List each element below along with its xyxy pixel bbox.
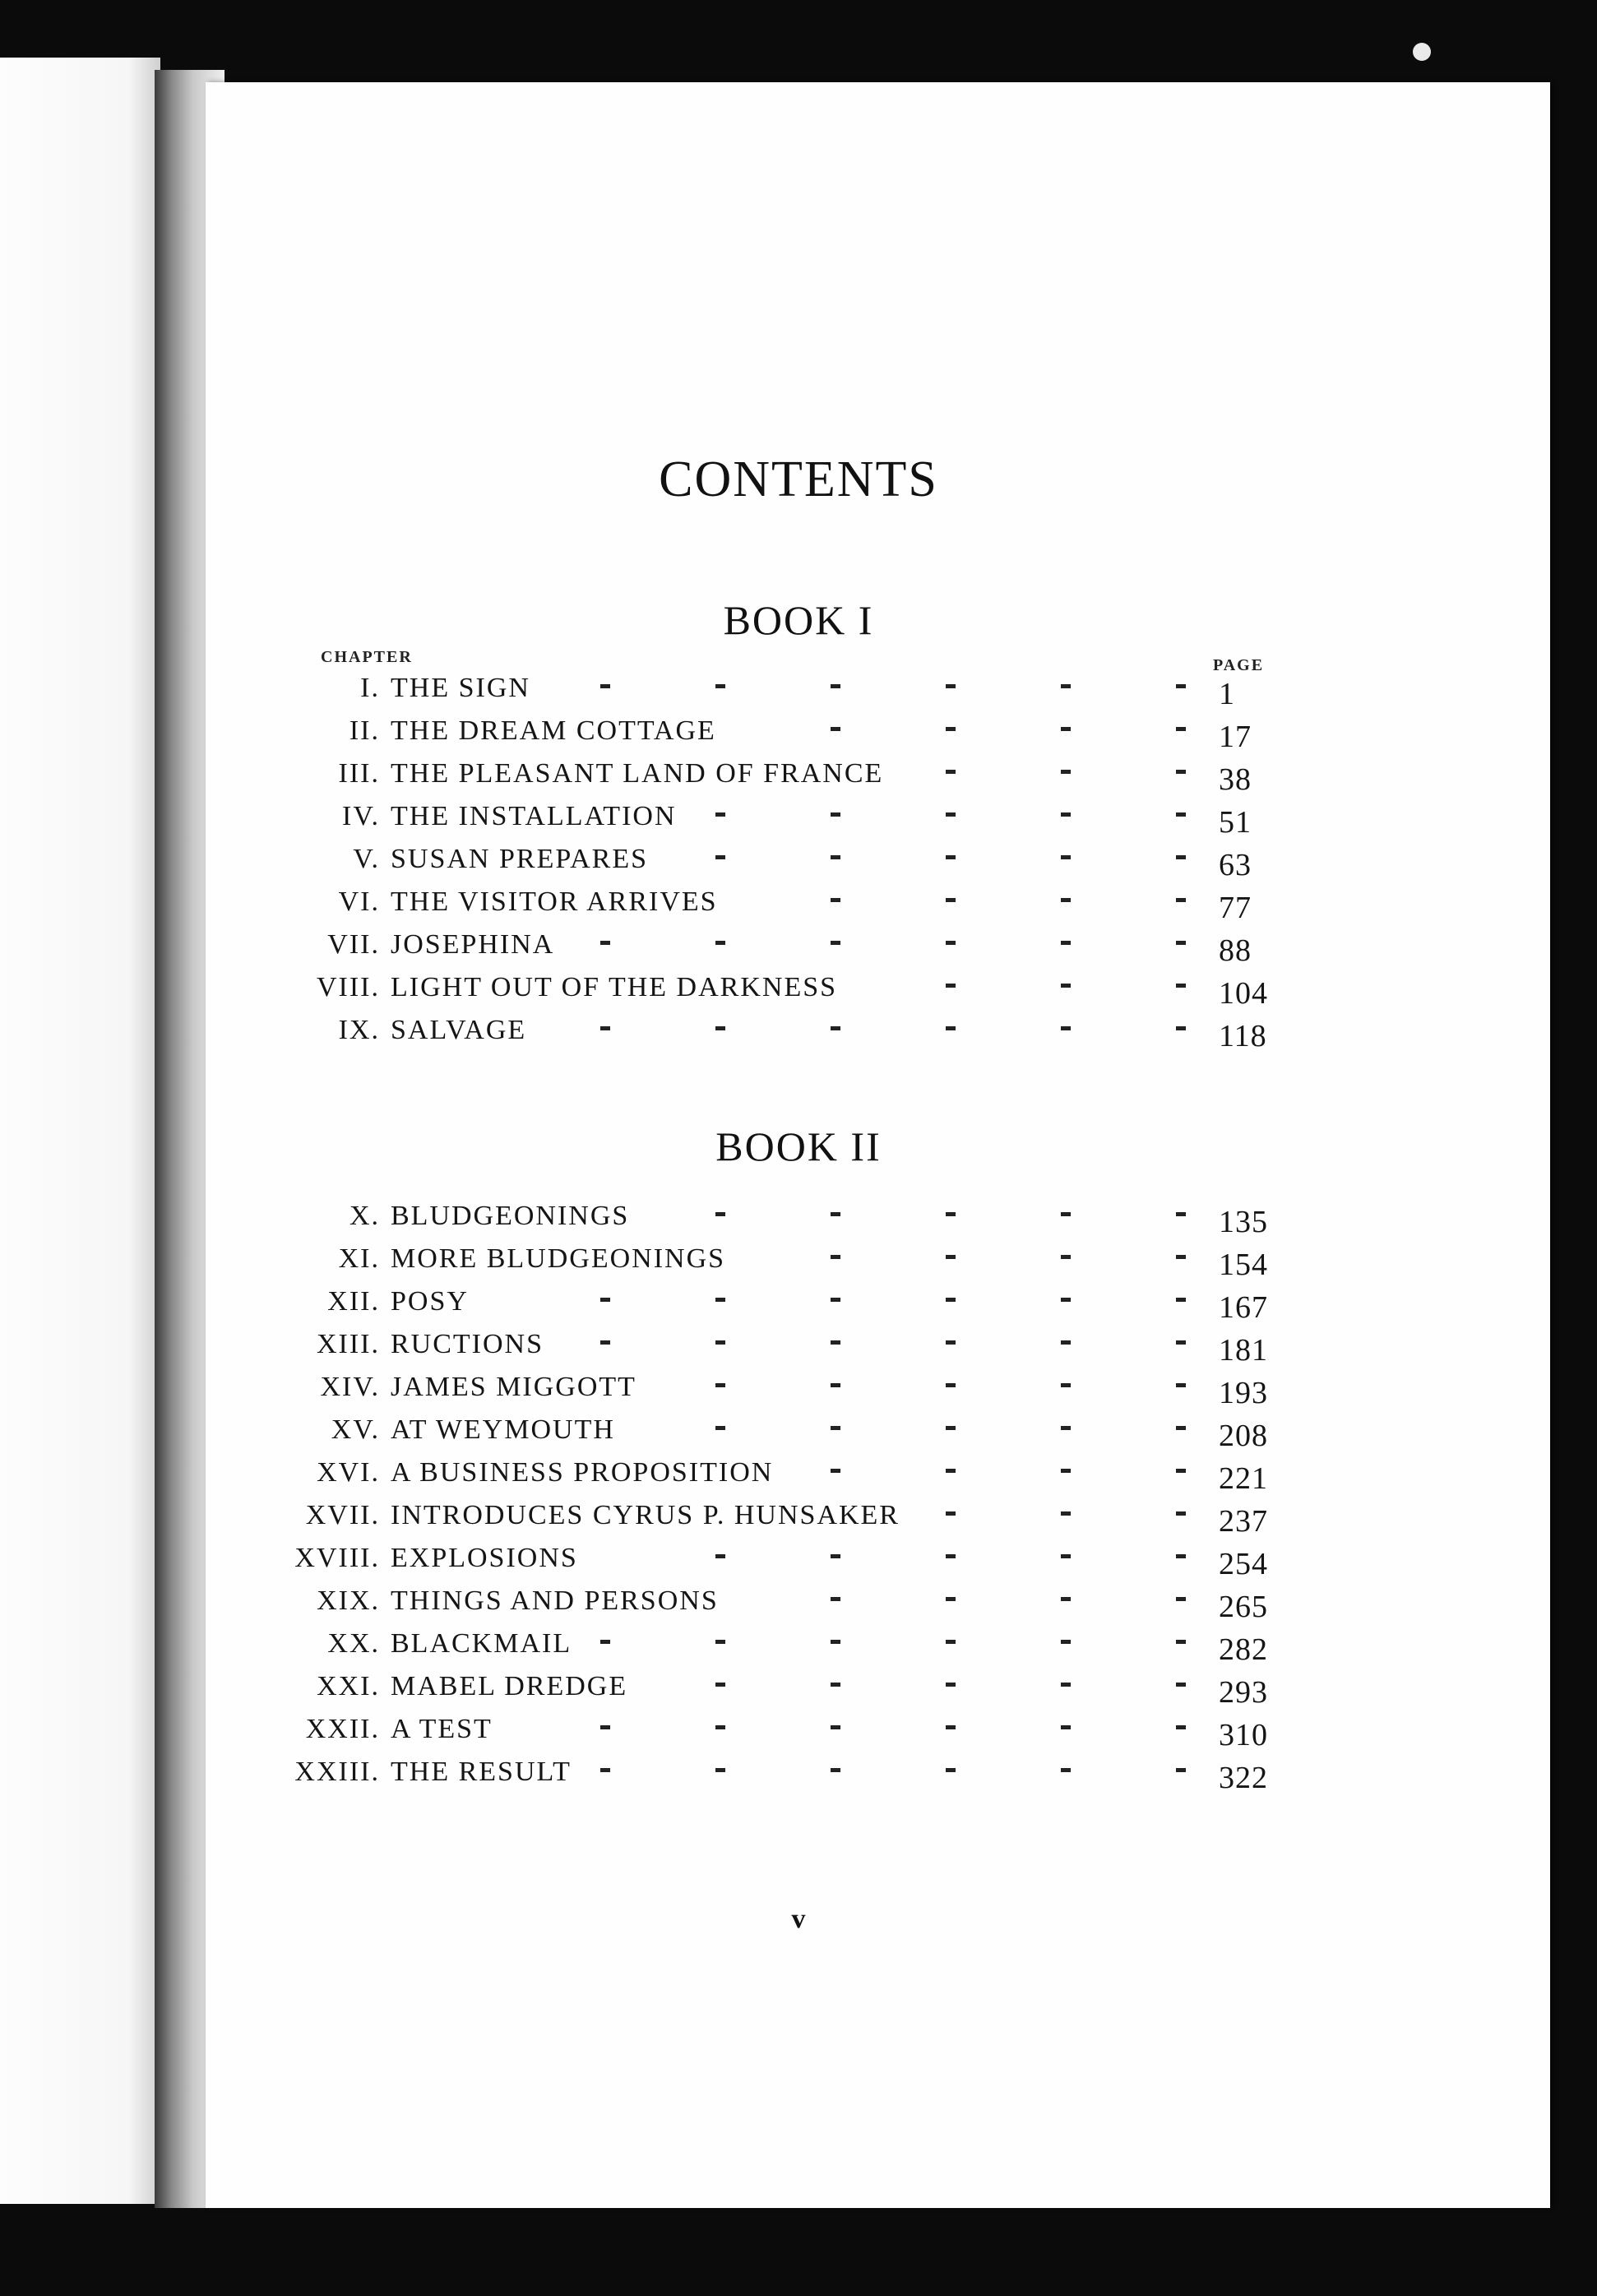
chapter-number: IX. xyxy=(338,1015,380,1045)
leader-dash xyxy=(831,1383,840,1387)
chapter-page: 1 xyxy=(1219,677,1235,711)
chapter-page: 254 xyxy=(1219,1547,1268,1581)
leader-dash xyxy=(1061,1026,1071,1030)
leader-dash xyxy=(1061,770,1071,774)
leader-dash xyxy=(1061,941,1071,945)
chapter-page: 181 xyxy=(1219,1333,1268,1368)
chapter-number: XVI. xyxy=(317,1457,380,1488)
chapter-number: XII. xyxy=(327,1286,380,1317)
leader-dash xyxy=(1176,1683,1186,1687)
leader-dash xyxy=(715,1212,725,1216)
chapter-page: 208 xyxy=(1219,1419,1268,1453)
leader-dash xyxy=(1061,984,1071,988)
leader-dash xyxy=(1061,1255,1071,1259)
leader-dash xyxy=(715,684,725,688)
leader-dash xyxy=(831,1725,840,1729)
toc-entry xyxy=(0,929,1597,972)
leader-dash xyxy=(1176,1554,1186,1558)
leader-dash xyxy=(946,898,956,902)
leader-dash xyxy=(1061,684,1071,688)
chapter-title: LIGHT OUT OF THE DARKNESS xyxy=(391,972,838,1002)
contents-list xyxy=(0,673,1597,1058)
leader-dash xyxy=(1061,812,1071,817)
leader-dash xyxy=(715,1683,725,1687)
leader-dash xyxy=(1176,1026,1186,1030)
toc-entry xyxy=(0,1201,1597,1243)
leader-dash xyxy=(715,1768,725,1772)
leader-dash xyxy=(1176,1597,1186,1601)
leader-dash xyxy=(1176,727,1186,731)
toc-entry xyxy=(0,1457,1597,1500)
leader-dash xyxy=(946,1426,956,1430)
leader-dash xyxy=(600,1340,610,1345)
toc-entry xyxy=(0,1500,1597,1543)
leader-dash xyxy=(831,812,840,817)
leader-dash xyxy=(831,1298,840,1302)
leader-dash xyxy=(1176,941,1186,945)
chapter-page: 193 xyxy=(1219,1376,1268,1410)
leader-dash xyxy=(715,1725,725,1729)
leader-dash xyxy=(1061,1768,1071,1772)
leader-dash xyxy=(1176,1640,1186,1644)
toc-entry xyxy=(0,844,1597,886)
leader-dash xyxy=(946,1725,956,1729)
leader-dash xyxy=(831,1683,840,1687)
toc-entry xyxy=(0,1585,1597,1628)
leader-dash xyxy=(946,1640,956,1644)
leader-dash xyxy=(1176,684,1186,688)
chapter-number: XXI. xyxy=(317,1671,380,1701)
leader-dash xyxy=(946,727,956,731)
contents-list xyxy=(0,1201,1597,1799)
leader-dash xyxy=(600,941,610,945)
chapter-title: THE RESULT xyxy=(391,1757,572,1787)
chapter-title: SALVAGE xyxy=(391,1015,527,1045)
leader-dash xyxy=(946,1298,956,1302)
toc-entry xyxy=(0,1414,1597,1457)
leader-dash xyxy=(946,1383,956,1387)
chapter-number: XIII. xyxy=(316,1329,380,1359)
toc-entry xyxy=(0,1243,1597,1286)
chapter-page: 282 xyxy=(1219,1632,1268,1667)
chapter-number: I. xyxy=(360,673,380,703)
leader-dash xyxy=(831,941,840,945)
chapter-title: BLUDGEONINGS xyxy=(391,1201,630,1231)
chapter-number: XXIII. xyxy=(294,1757,380,1787)
book-heading: BOOK I xyxy=(723,597,874,643)
leader-dash xyxy=(600,1725,610,1729)
chapter-page: 154 xyxy=(1219,1248,1268,1282)
leader-dash xyxy=(946,855,956,859)
chapter-number: XIV. xyxy=(320,1372,380,1402)
chapter-title: AT WEYMOUTH xyxy=(391,1414,615,1445)
leader-dash xyxy=(600,1768,610,1772)
toc-entry xyxy=(0,758,1597,801)
chapter-page: 167 xyxy=(1219,1290,1268,1325)
chapter-page: 17 xyxy=(1219,720,1252,754)
leader-dash xyxy=(1176,1511,1186,1516)
leader-dash xyxy=(946,1554,956,1558)
leader-dash xyxy=(715,1383,725,1387)
chapter-number: V. xyxy=(353,844,380,874)
chapter-title: A TEST xyxy=(391,1714,493,1744)
toc-entry xyxy=(0,886,1597,929)
toc-entry xyxy=(0,1671,1597,1714)
leader-dash xyxy=(1061,855,1071,859)
chapter-page: 310 xyxy=(1219,1718,1268,1752)
toc-entry xyxy=(0,1757,1597,1799)
chapter-title: JAMES MIGGOTT xyxy=(391,1372,636,1402)
leader-dash xyxy=(946,1340,956,1345)
chapter-title: RUCTIONS xyxy=(391,1329,544,1359)
leader-dash xyxy=(831,1340,840,1345)
leader-dash xyxy=(1061,727,1071,731)
leader-dash xyxy=(715,1340,725,1345)
leader-dash xyxy=(715,1026,725,1030)
leader-dash xyxy=(1061,1469,1071,1473)
leader-dash xyxy=(1176,812,1186,817)
leader-dash xyxy=(1061,1683,1071,1687)
chapter-page: 237 xyxy=(1219,1504,1268,1539)
leader-dash xyxy=(1176,984,1186,988)
leader-dash xyxy=(946,1597,956,1601)
chapter-number: IV. xyxy=(342,801,380,831)
chapter-title: MABEL DREDGE xyxy=(391,1671,628,1701)
leader-dash xyxy=(715,1640,725,1644)
leader-dash xyxy=(1061,1383,1071,1387)
leader-dash xyxy=(1061,1426,1071,1430)
leader-dash xyxy=(1061,1554,1071,1558)
chapter-page: 293 xyxy=(1219,1675,1268,1710)
leader-dash xyxy=(946,1511,956,1516)
leader-dash xyxy=(831,898,840,902)
leader-dash xyxy=(831,1026,840,1030)
toc-entry xyxy=(0,972,1597,1015)
chapter-title: BLACKMAIL xyxy=(391,1628,572,1659)
leader-dash xyxy=(1176,1725,1186,1729)
chapter-title: MORE BLUDGEONINGS xyxy=(391,1243,726,1274)
leader-dash xyxy=(946,1768,956,1772)
leader-dash xyxy=(946,941,956,945)
leader-dash xyxy=(946,684,956,688)
chapter-page: 63 xyxy=(1219,848,1252,882)
chapter-title: JOSEPHINA xyxy=(391,929,555,960)
leader-dash xyxy=(1176,1469,1186,1473)
chapter-number: XV. xyxy=(331,1414,380,1445)
leader-dash xyxy=(831,1212,840,1216)
chapter-title: THE INSTALLATION xyxy=(391,801,677,831)
leader-dash xyxy=(1061,1212,1071,1216)
chapter-page: 77 xyxy=(1219,891,1252,925)
leader-dash xyxy=(1061,1597,1071,1601)
chapter-number: III. xyxy=(338,758,380,789)
leader-dash xyxy=(946,812,956,817)
chapter-page: 88 xyxy=(1219,933,1252,968)
leader-dash xyxy=(831,1554,840,1558)
chapter-number: II. xyxy=(349,715,380,746)
chapter-page: 51 xyxy=(1219,805,1252,840)
leader-dash xyxy=(1061,1511,1071,1516)
leader-dash xyxy=(946,984,956,988)
toc-entry xyxy=(0,801,1597,844)
chapter-title: THE PLEASANT LAND OF FRANCE xyxy=(391,758,884,789)
leader-dash xyxy=(831,1597,840,1601)
chapter-title: THE VISITOR ARRIVES xyxy=(391,886,718,917)
leader-dash xyxy=(831,727,840,731)
leader-dash xyxy=(715,812,725,817)
leader-dash xyxy=(1176,1298,1186,1302)
page-number: v xyxy=(791,1904,806,1934)
leader-dash xyxy=(1176,1768,1186,1772)
chapter-title: INTRODUCES CYRUS P. HUNSAKER xyxy=(391,1500,900,1530)
chapter-page: 118 xyxy=(1219,1019,1267,1053)
toc-entry xyxy=(0,1329,1597,1372)
leader-dash xyxy=(946,1469,956,1473)
leader-dash xyxy=(946,1683,956,1687)
leader-dash xyxy=(946,1026,956,1030)
leader-dash xyxy=(831,1469,840,1473)
leader-dash xyxy=(1061,1725,1071,1729)
chapter-number: XI. xyxy=(338,1243,380,1274)
leader-dash xyxy=(1061,1340,1071,1345)
leader-dash xyxy=(1061,1640,1071,1644)
chapter-title: THE DREAM COTTAGE xyxy=(391,715,716,746)
book-heading: BOOK II xyxy=(715,1123,882,1169)
page-title: CONTENTS xyxy=(659,451,938,507)
leader-dash xyxy=(600,1298,610,1302)
chapter-number: XX. xyxy=(327,1628,380,1659)
chapter-title: POSY xyxy=(391,1286,469,1317)
leader-dash xyxy=(715,1426,725,1430)
leader-dash xyxy=(831,684,840,688)
leader-dash xyxy=(600,1640,610,1644)
leader-dash xyxy=(600,1026,610,1030)
leader-dash xyxy=(831,855,840,859)
toc-entry xyxy=(0,715,1597,758)
toc-entry xyxy=(0,1714,1597,1757)
leader-dash xyxy=(1176,1383,1186,1387)
chapter-number: XXII. xyxy=(305,1714,380,1744)
chapter-page: 135 xyxy=(1219,1205,1268,1239)
chapter-column-label: CHAPTER xyxy=(321,648,413,666)
chapter-number: VIII. xyxy=(316,972,380,1002)
leader-dash xyxy=(1176,1212,1186,1216)
chapter-number: X. xyxy=(349,1201,380,1231)
leader-dash xyxy=(946,770,956,774)
leader-dash xyxy=(946,1212,956,1216)
leader-dash xyxy=(1176,1255,1186,1259)
chapter-title: A BUSINESS PROPOSITION xyxy=(391,1457,774,1488)
toc-entry xyxy=(0,1372,1597,1414)
toc-entry xyxy=(0,673,1597,715)
leader-dash xyxy=(1176,855,1186,859)
leader-dash xyxy=(1061,898,1071,902)
leader-dash xyxy=(831,1768,840,1772)
chapter-page: 265 xyxy=(1219,1590,1268,1624)
chapter-title: SUSAN PREPARES xyxy=(391,844,649,874)
toc-entry xyxy=(0,1628,1597,1671)
toc-entry xyxy=(0,1543,1597,1585)
chapter-page: 322 xyxy=(1219,1761,1268,1795)
chapter-page: 38 xyxy=(1219,762,1252,797)
chapter-title: THINGS AND PERSONS xyxy=(391,1585,719,1616)
leader-dash xyxy=(715,1554,725,1558)
page-column-label: PAGE xyxy=(1213,656,1265,674)
chapter-number: VI. xyxy=(338,886,380,917)
leader-dash xyxy=(831,1426,840,1430)
leader-dash xyxy=(1176,1426,1186,1430)
chapter-number: VII. xyxy=(327,929,380,960)
toc-entry xyxy=(0,1015,1597,1058)
chapter-title: THE SIGN xyxy=(391,673,530,703)
chapter-page: 221 xyxy=(1219,1461,1268,1496)
chapter-number: XIX. xyxy=(317,1585,380,1616)
leader-dash xyxy=(715,1298,725,1302)
chapter-page: 104 xyxy=(1219,976,1268,1011)
leader-dash xyxy=(600,684,610,688)
chapter-number: XVII. xyxy=(305,1500,380,1530)
leader-dash xyxy=(1061,1298,1071,1302)
chapter-title: EXPLOSIONS xyxy=(391,1543,578,1573)
leader-dash xyxy=(1176,898,1186,902)
leader-dash xyxy=(1176,1340,1186,1345)
leader-dash xyxy=(1176,770,1186,774)
leader-dash xyxy=(715,855,725,859)
leader-dash xyxy=(946,1255,956,1259)
chapter-number: XVIII. xyxy=(294,1543,380,1573)
leader-dash xyxy=(831,1255,840,1259)
toc-entry xyxy=(0,1286,1597,1329)
leader-dash xyxy=(831,1640,840,1644)
scan-speck xyxy=(1413,43,1431,61)
leader-dash xyxy=(715,941,725,945)
